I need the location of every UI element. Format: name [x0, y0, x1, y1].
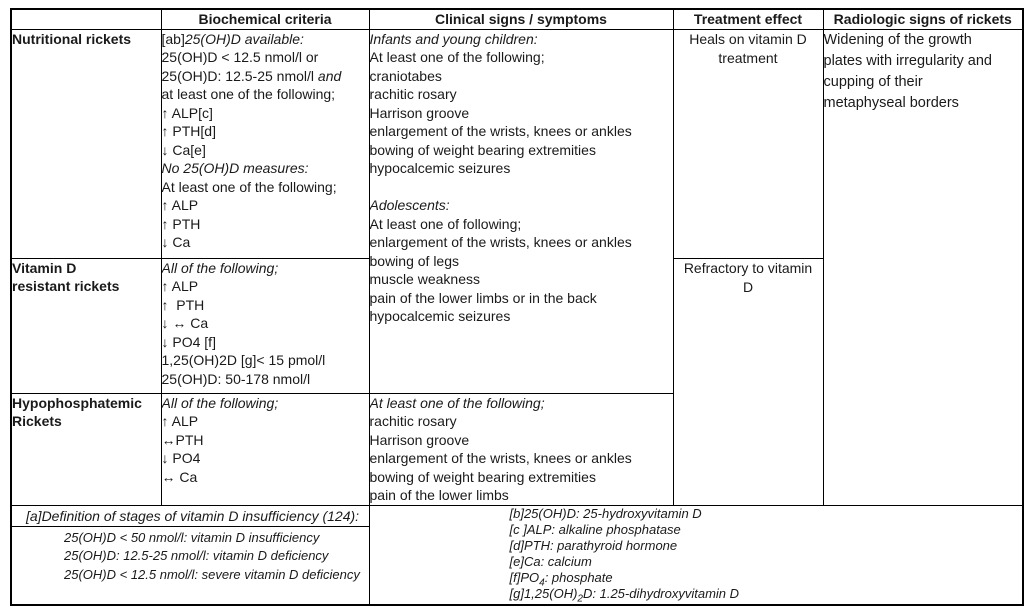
- row-label-nutritional-rickets: Nutritional rickets: [11, 29, 161, 258]
- col-header-condition: [11, 9, 161, 29]
- treatment-heals-on-vitamin-d: [673, 29, 823, 258]
- treatment-heals-text: Heals on vitamin D treatment: [689, 30, 807, 66]
- clinical-hypophosphatemic: At least one of the following; rachitic rosary Harrison groove enlargement of the wrists, knees or ankles bowing of weight bearing extremities pain of the lower limbs: [369, 393, 673, 505]
- col-header-treatment: Treatment effect: [673, 9, 823, 29]
- col-header-biochemical: Biochemical criteria: [161, 9, 369, 29]
- row-label-hypophosphatemic-rickets: Hypophosphatemic Rickets: [11, 393, 161, 505]
- rickets-criteria-table: [10, 8, 1024, 606]
- footnote-abbreviations-box: [369, 505, 1023, 605]
- col-header-clinical: Clinical signs / symptoms: [369, 9, 673, 29]
- biochemical-vitamin-d-resistant: All of the following; ↑ ALP ↑ PTH ↓ ↔ Ca ↓ PO4 [f] 1,25(OH)2D [g]< 15 pmol/l 25(OH)D: 50-178 nmol/l: [161, 258, 369, 393]
- footnotes-row: [11, 505, 1023, 605]
- row-nutritional-rickets: [11, 29, 1023, 258]
- treatment-refractory-text: Refractory to vitamin D: [683, 259, 813, 295]
- footnote-a-title: [a]Definition of stages of vitamin D insufficiency (124):: [12, 506, 369, 527]
- biochemical-nutritional: [ab]25(OH)D available: 25(OH)D < 12.5 nmol/l or 25(OH)D: 12.5-25 nmol/l and at least one of the following; ↑ ALP[c] ↑ PTH[d] ↓ Ca[e] No 25(OH)D measures: At least one of the following; ↑ ALP ↑ PTH ↓ Ca: [161, 29, 369, 258]
- radiologic-signs-cell: [823, 29, 1023, 505]
- radiologic-signs-text: Widening of the growth plates with irregularity and cupping of their metaphyseal borders: [823, 31, 992, 111]
- treatment-refractory-to-vitamin-d: [673, 258, 823, 505]
- clinical-nutritional-and-vitamin-d: Infants and young children: At least one of the following; craniotabes rachitic rosary Harrison groove enlargement of the wrists, knees or ankles bowing of weight bearing extremities hypocalcemic seizures Adolescents: At least one of following; enlargement of the wrists, knees or ankles bowing of legs muscle weakness pain of the lower limbs or in the back hypocalcemic seizures: [369, 29, 673, 393]
- footnote-a-box: [11, 505, 369, 605]
- footnote-abbreviations-list: [b]25(OH)D: 25-hydroxyvitamin D [c ]ALP: alkaline phosphatase [d]PTH: parathyroid hormone [e]Ca: calcium $[f]PO_4$: phosphate $[g]1,25(OH)_2D$: 1.25-dihydroxyvitamin D: [509, 505, 740, 605]
- col-header-radiologic: Radiologic signs of rickets: [823, 9, 1023, 29]
- footnote-a-definitions: 25(OH)D < 50 nmol/l: vitamin D insufficiency 25(OH)D: 12.5-25 nmol/l: vitamin D deficiency 25(OH)D < 12.5 nmol/l: severe vitamin D deficiency: [64, 529, 360, 582]
- biochemical-hypophosphatemic: All of the following; ↑ ALP ↔PTH ↓ PO4 ↔ Ca: [161, 393, 369, 505]
- header-row: [11, 9, 1023, 29]
- row-label-vitamin-d-resistant-rickets: Vitamin D resistant rickets: [11, 258, 161, 393]
